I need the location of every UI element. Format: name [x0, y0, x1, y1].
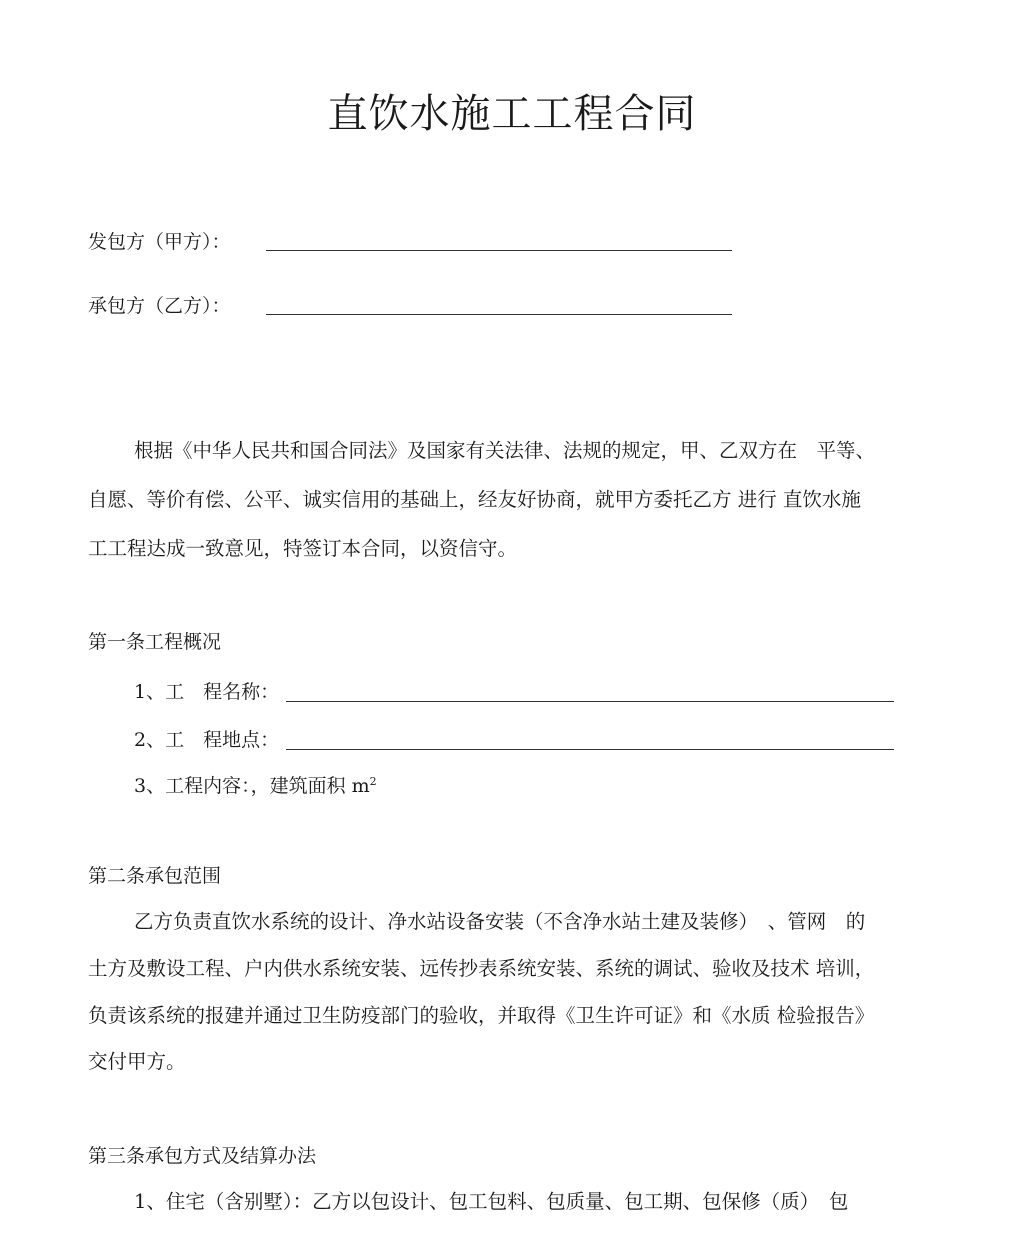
preamble-line-1: 根据《中华人民共和国合同法》及国家有关法律、法规的规定，甲、乙双方在 平等、: [134, 439, 876, 462]
preamble-line-3: 工工程达成一致意见，特签订本合同，以资信守。: [88, 537, 518, 560]
article-1-heading: 第一条工程概况: [88, 631, 222, 653]
project-location-blank-line[interactable]: [286, 749, 894, 750]
preamble-line-2: 自愿、等价有偿、公平、诚实信用的基础上，经友好协商，就甲方委托乙方 进行 直饮水施: [88, 488, 861, 511]
party-a-label: 发包方（甲方）：: [88, 231, 231, 253]
square-meter-superscript: 2: [369, 775, 377, 788]
project-content-text: 3、工程内容：，建筑面积 m: [134, 775, 370, 797]
article-3-heading: 第三条承包方式及结算办法: [88, 1145, 317, 1167]
project-name-blank-line[interactable]: [286, 701, 894, 702]
project-content-label: [134, 768, 377, 800]
document-title: 直饮水施工工程合同: [327, 91, 697, 137]
party-b-label: 承包方（乙方）：: [88, 295, 231, 317]
party-b-blank-line[interactable]: [266, 314, 732, 315]
project-location-label: 2、工 程地点：: [134, 729, 280, 751]
scope-line-4: 交付甲方。: [88, 1050, 186, 1073]
scope-line-3: 负责该系统的报建并通过卫生防疫部门的验收，并取得《卫生许可证》和《水质 检验报告》: [88, 1004, 875, 1027]
party-a-blank-line[interactable]: [266, 250, 732, 251]
scope-line-1: 乙方负责直饮水系统的设计、净水站设备安装（不含净水站土建及装修） 、管网 的: [134, 910, 866, 933]
article-2-heading: 第二条承包范围: [88, 865, 222, 887]
scope-line-2: 土方及敷设工程、户内供水系统安装、远传抄表系统安装、系统的调试、验收及技术 培训，: [88, 957, 875, 980]
settlement-item-1: 1、住宅（含别墅）：乙方以包设计、包工包料、包质量、包工期、包保修（质） 包: [134, 1190, 849, 1213]
project-name-label: 1、工 程名称：: [134, 681, 280, 703]
